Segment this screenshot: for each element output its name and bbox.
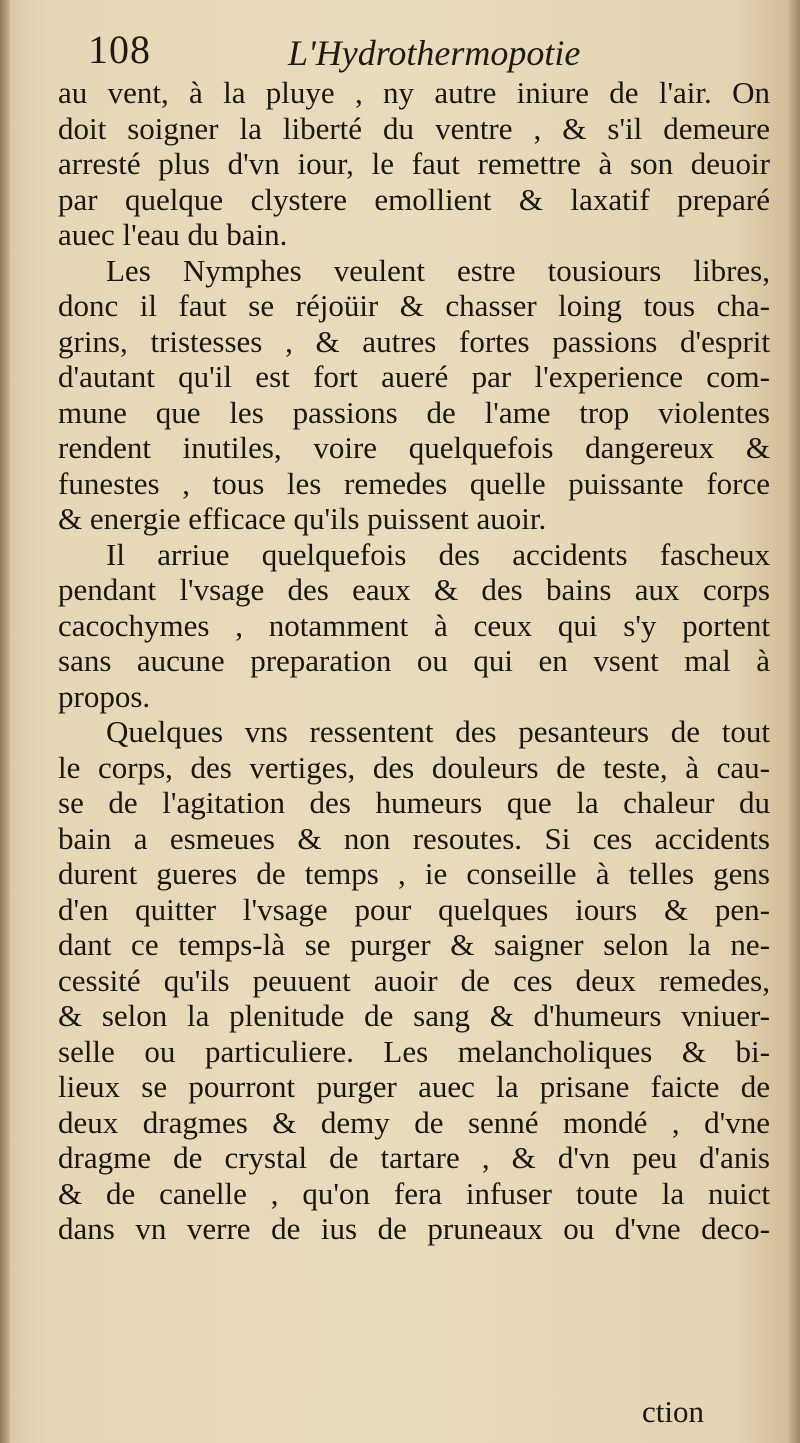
text-line: & energie efficace qu'ils puissent auoir.: [58, 501, 547, 536]
text-line: Les Nymphes veulent estre tousiours libres,: [106, 252, 770, 288]
text-line: au vent, à la pluye , ny autre iniure de l'air. On: [58, 75, 770, 110]
text-line: propos.: [58, 678, 151, 714]
text-line: se de l'agitation des humeurs que la chaleur du: [58, 785, 770, 820]
text-line: selle ou particuliere. Les melancholiques & bi-: [58, 1033, 770, 1069]
text-line: d'autant qu'il est fort aueré par l'experience com-: [58, 359, 770, 394]
text-line: dans vn verre de ius de pruneaux ou d'vne deco-: [58, 1211, 770, 1246]
text-line: arresté plus d'vn iour, le faut remettre à son deuoir: [58, 146, 770, 181]
text-line: grins, tristesses , & autres fortes passions d'esprit: [58, 323, 770, 359]
catchword: ction: [642, 1394, 704, 1429]
text-line: & de canelle , qu'on fera infuser toute la nuict: [58, 1175, 770, 1211]
text-line: par quelque clystere emollient & laxatif preparé: [58, 181, 770, 217]
text-line: rendent inutiles, voire quelquefois dangereux &: [58, 430, 770, 465]
running-head: L'Hydrothermopotie: [288, 33, 581, 73]
text-line: funestes , tous les remedes quelle puissante force: [58, 465, 770, 501]
text-line: dant ce temps-là se purger & saigner selon la ne-: [58, 927, 770, 962]
text-line: Quelques vns ressentent des pesanteurs de tout: [106, 714, 770, 749]
text-line: durent gueres de temps , ie conseille à telles gens: [58, 856, 770, 891]
text-line: mune que les passions de l'ame trop violentes: [58, 394, 770, 430]
text-line: & selon la plenitude de sang & d'humeurs vniuer-: [58, 998, 770, 1033]
text-line: d'en quitter l'vsage pour quelques iours & pen-: [58, 891, 770, 927]
page-header: [78, 22, 738, 82]
text-line: sans aucune preparation ou qui en vsent mal à: [58, 643, 770, 678]
page-number: 108: [88, 27, 151, 72]
text-line: cessité qu'ils peuuent auoir de ces deux remedes,: [58, 962, 770, 998]
page-gutter: [0, 0, 10, 1443]
text-line: donc il faut se réjoüir & chasser loing tous cha-: [58, 288, 770, 323]
text-line: doit soigner la liberté du ventre , & s'il demeure: [58, 110, 770, 146]
page-edge: [786, 0, 800, 1443]
text-line: lieux se pourront purger auec la prisane faicte de: [58, 1069, 770, 1104]
text-line: Il arriue quelquefois des accidents fascheux: [106, 536, 770, 572]
body-text: [58, 75, 770, 1247]
text-line: deux dragmes & demy de senné mondé , d'vne: [58, 1104, 770, 1140]
text-line: le corps, des vertiges, des douleurs de teste, à cau-: [58, 749, 770, 785]
text-line: dragme de crystal de tartare , & d'vn peu d'anis: [58, 1140, 770, 1175]
text-line: bain a esmeues & non resoutes. Si ces accidents: [58, 820, 770, 856]
text-line: cacochymes , notamment à ceux qui s'y portent: [58, 607, 770, 643]
text-line: auec l'eau du bain.: [58, 217, 288, 252]
text-line: pendant l'vsage des eaux & des bains aux corps: [58, 572, 770, 607]
